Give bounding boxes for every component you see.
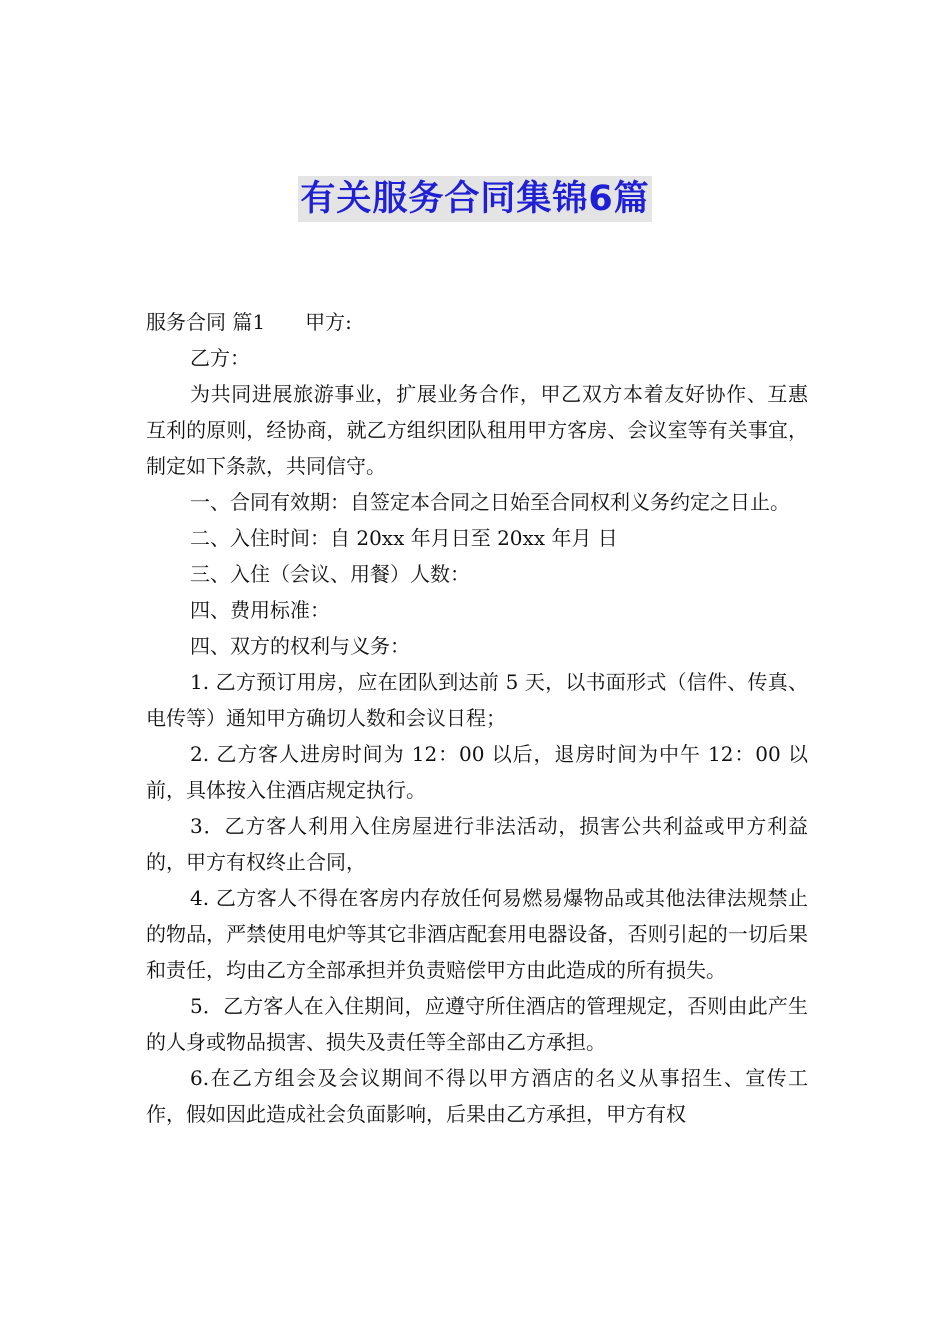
title-block xyxy=(0,176,950,222)
paragraph-clause-5: 5．乙方客人在入住期间，应遵守所住酒店的管理规定，否则由此产生的人身或物品损害、损失及责任等全部由乙方承担。 xyxy=(146,994,808,1054)
paragraph-term: 一、合同有效期：自签定本合同之日始至合同权利义务约定之日止。 xyxy=(190,490,790,514)
paragraph-heading: 服务合同 篇1 甲方: xyxy=(146,310,352,334)
document-body xyxy=(146,304,808,1132)
paragraph-rights-heading: 四、双方的权利与义务： xyxy=(190,634,410,658)
paragraph-intro: 为共同进展旅游事业，扩展业务合作，甲乙双方本着友好协作、互惠互利的原则，经协商，就乙方组织团队租用甲方客房、会议室等有关事宜，制定如下条款，共同信守。 xyxy=(146,382,808,478)
paragraph-clause-6: 6.在乙方组会及会议期间不得以甲方酒店的名义从事招生、宣传工作，假如因此造成社会负面影响，后果由乙方承担，甲方有权 xyxy=(146,1066,808,1126)
paragraph-clause-1: 1. 乙方预订用房，应在团队到达前 5 天，以书面形式（信件、传真、电传等）通知甲方确切人数和会议日程； xyxy=(146,670,808,730)
paragraph-clause-2: 2. 乙方客人进房时间为 12：00 以后，退房时间为中午 12：00 以前，具体按入住酒店规定执行。 xyxy=(146,742,808,802)
paragraph-party-b: 乙方： xyxy=(190,346,250,370)
paragraph-headcount: 三、入住（会议、用餐）人数： xyxy=(190,562,470,586)
paragraph-clause-3: 3．乙方客人利用入住房屋进行非法活动，损害公共利益或甲方利益的，甲方有权终止合同， xyxy=(146,814,808,874)
paragraph-fee: 四、费用标准： xyxy=(190,598,330,622)
paragraph-checkin-time: 二、入住时间：自 20xx 年月日至 20xx 年月 日 xyxy=(190,526,618,550)
document-title: 有关服务合同集锦6篇 xyxy=(298,176,651,222)
paragraph-clause-4: 4. 乙方客人不得在客房内存放任何易燃易爆物品或其他法律法规禁止的物品，严禁使用电炉等其它非酒店配套用电器设备，否则引起的一切后果和责任，均由乙方全部承担并负责赔偿甲方由此造成的所有损失。 xyxy=(146,886,808,982)
